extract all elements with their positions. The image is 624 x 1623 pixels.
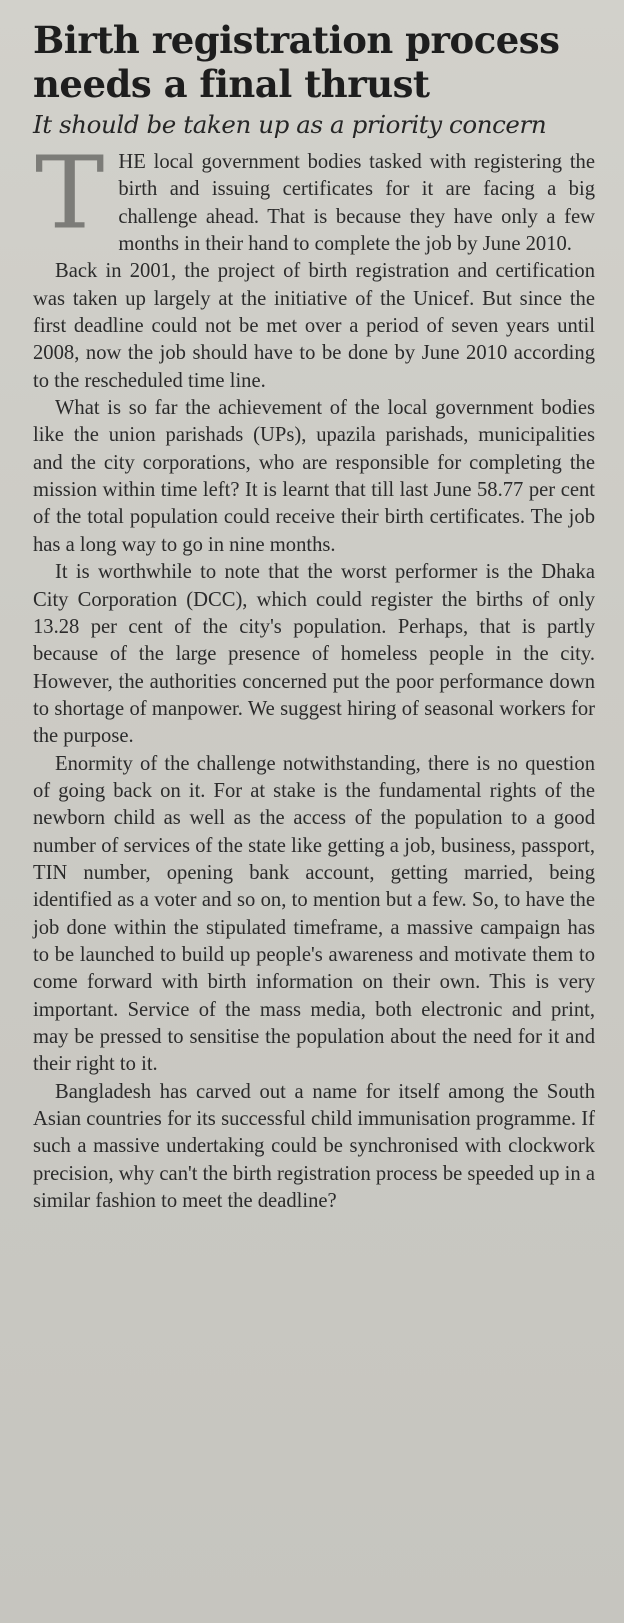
- paragraph-3: What is so far the achievement of the local government bodies like the union parishads (UPs), upazila parishads, municipalities and the city corporations, who are responsible for completing the mission within time left? It is learnt that till last June 58.77 per cent of the total population could receive their birth certificates. The job has a long way to go in nine months.: [33, 397, 595, 556]
- subheadline: It should be taken up as a priority concern: [33, 110, 547, 139]
- paragraph-6: Bangladesh has carved out a name for itself among the South Asian countries for its successful child immunisation programme. If such a massive undertaking could be synchronised with clockwork precision, why can't the birth registration process be speeded up in a similar fashion to meet the deadline?: [33, 1080, 595, 1213]
- paragraph-1: [33, 134, 595, 258]
- drop-cap: T: [35, 134, 105, 252]
- headline: Birth registration process needs a final thrust: [33, 18, 560, 106]
- editorial-article: [33, 18, 595, 1215]
- paragraph-2: Back in 2001, the project of birth registration and certification was taken up largely at the initiative of the Unicef. But since the first deadline could not be met over a period of seven years until 2008, now the job should have to be done by June 2010 according to the rescheduled time line.: [33, 260, 595, 392]
- paragraph-5: Enormity of the challenge notwithstanding, there is no question of going back on it. For at stake is the fundamental rights of the newborn child as well as the access of the population to a good number of services of the state like getting a job, business, passport, TIN number, opening bank account, getting married, being identified as a voter and so on, to mention but a few. So, to have the job done within the stipulated timeframe, a massive campaign has to be launched to build up people's awareness and motivate them to come forward with birth information on their own. This is very important. Service of the mass media, both electronic and print, may be pressed to sensitise the population about the need for it and their right to it.: [33, 752, 595, 1076]
- paragraph-1-text: HE local government bodies tasked with registering the birth and issuing certificates for it are facing a big challenge ahead. That is because they have only a few months in their hand to complete the job by June 2010.: [118, 151, 595, 256]
- article-body: [33, 134, 595, 1215]
- paragraph-4: It is worthwhile to note that the worst performer is the Dhaka City Corporation (DCC), which could register the births of only 13.28 per cent of the city's population. Perhaps, that is partly because of the large presence of homeless people in the city. However, the authorities concerned put the poor performance down to shortage of manpower. We suggest hiring of seasonal workers for the purpose.: [33, 561, 595, 748]
